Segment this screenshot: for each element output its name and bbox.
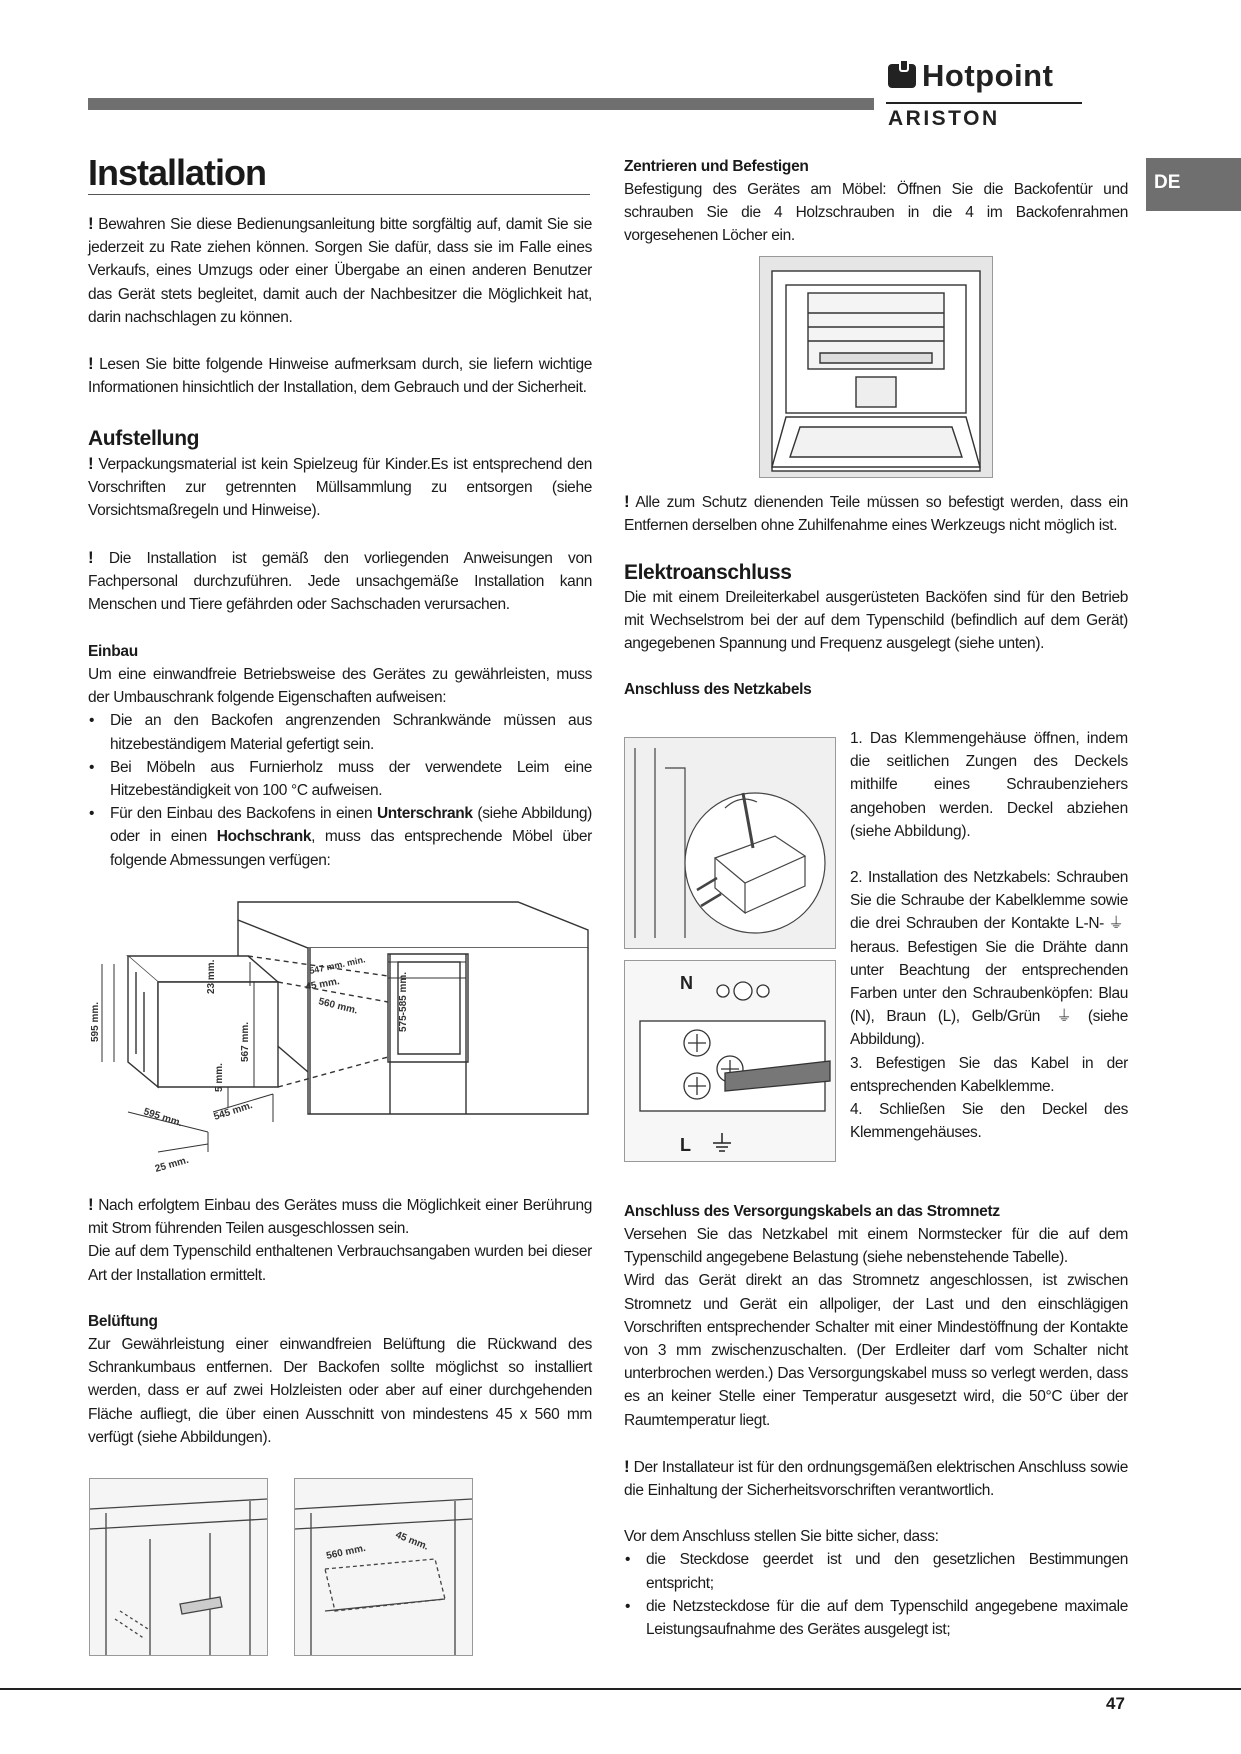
- wiring-step-4: 4. Schließen Sie den Deckel des Klemmengehäuses.: [850, 1101, 1128, 1142]
- zentrieren-section: [624, 155, 1128, 248]
- header-rule: [88, 98, 874, 110]
- belueftung-text: Zur Gewährleistung einer einwandfreien Belüftung die Rückwand des Schrankumbaus entfernen. Der Backofen sollte möglichst so installiert werden, dass er auf zwei Holzleisten oder aber auf einer durchgehenden Fläche aufliegt, die über einen Ausschnitt von mindestens 45 x 560 mm verfügt (siehe Abbildungen).: [88, 1336, 592, 1446]
- ground-icon: ⏚: [1056, 1008, 1072, 1026]
- language-tab: DE: [1146, 158, 1241, 211]
- oven-front-figure: [759, 256, 993, 478]
- vent-dim-45: 45 mm.: [393, 1529, 430, 1553]
- list-item: • die Netzsteckdose für die auf dem Typenschild angegebene maximale Leistungsaufnahme des Gerätes ausgelegt ist;: [624, 1595, 1128, 1641]
- einbau-heading: Einbau: [88, 643, 138, 660]
- intro-note-1: ! Bewahren Sie diese Bedienungsanleitung bitte sorgfältig auf, damit Sie sie jederzeit zu Rate ziehen können. Sorgen Sie dafür, dass sie im Falle eines Verkaufs, eines Umzugs oder einer Übergabe an einen anderen Benutzer das Gerät stets begleitet, damit auch der Nachbesitzer die Möglichkeit hat, darin nachschlagen zu können.: [88, 214, 592, 326]
- brand-sub: ARISTON: [888, 107, 1000, 130]
- versorgung-note: ! Der Installateur ist für den ordnungsgemäßen elektrischen Anschluss sowie die Einhaltung der Sicherheitsvorschriften verantwortlich.: [624, 1456, 1128, 1500]
- dim-45: 45 mm.: [304, 976, 341, 993]
- list-item: • die Steckdose geerdet ist und den gesetzlichen Bestimmungen entspricht;: [624, 1548, 1128, 1594]
- versorgung-section: [624, 1200, 1128, 1641]
- footer-rule: [0, 1688, 1241, 1690]
- dim-5: 5 mm.: [214, 1063, 225, 1092]
- terminal-cover-figure: [624, 737, 836, 949]
- wiring-step-3: 3. Befestigen Sie das Kabel in der entsprechenden Kabelklemme.: [850, 1054, 1128, 1095]
- versorgung-heading: Anschluss des Versorgungskabels an das Stromnetz: [624, 1203, 1000, 1220]
- list-item: • Für den Einbau des Backofens in einen Unterschrank (siehe Abbildung) oder in einen Hochschrank, muss das entsprechende Möbel über folgende Abmessungen verfügen:: [88, 802, 592, 872]
- wiring-steps: [850, 727, 1128, 1144]
- versorgung-p1: Versehen Sie das Netzkabel mit einem Normstecker für die auf dem Typenschild angegebene Belastung (siehe nebenstehende Tabelle).: [624, 1226, 1128, 1267]
- aufstellung-heading: Aufstellung: [88, 427, 200, 450]
- elektro-heading: Elektroanschluss: [624, 561, 792, 584]
- einbau-dimension-figure: [88, 882, 598, 1178]
- versorgung-p2: Wird das Gerät direkt an das Stromnetz angeschlossen, ist zwischen Stromnetz und Gerät ein allpoliger, der Last und den einschlägigen Vorschriften entsprechender Schalter mit einer Mindestöffnung der Kontakte von 3 mm zwischenzuschalten. (Der Erdleiter darf vom Schalter nicht unterbrochen werden.) Das Versorgungskabel muss so verlegt werden, dass es an keiner Stelle einer Temperatur ausgesetzt wird, die 50°C über der Raumtemperatur liegt.: [624, 1272, 1128, 1429]
- wiring-step-1: 1. Das Klemmengehäuse öffnen, indem die seitlichen Zungen des Deckels mithilfe eines Schraubenziehers angehoben werden. Deckel abziehen (siehe Abbildung).: [850, 730, 1128, 840]
- einbau-intro: Um eine einwandfreie Betriebsweise des Gerätes zu gewährleisten, muss der Umbauschrank folgende Eigenschaften aufweisen:: [88, 666, 592, 707]
- versorgung-check-intro: Vor dem Anschluss stellen Sie bitte sicher, dass:: [624, 1528, 939, 1546]
- intro-block: [88, 212, 592, 399]
- einbau-after-text: Die auf dem Typenschild enthaltenen Verbrauchsangaben wurden bei dieser Art der Installation ermittelt.: [88, 1243, 592, 1284]
- label-live: L: [680, 1135, 691, 1155]
- title-rule: [88, 194, 590, 195]
- dim-575-585: 575-585 mm.: [398, 971, 409, 1032]
- brand-logo: [886, 60, 1086, 130]
- dim-567: 567 mm.: [240, 1021, 251, 1062]
- list-item: • Bei Möbeln aus Furnierholz muss der verwendete Leim eine Hitzebeständigkeit von 100 °C aufweisen.: [88, 756, 592, 802]
- label-neutral: N: [680, 973, 693, 993]
- aufstellung-note-1: ! Verpackungsmaterial ist kein Spielzeug für Kinder.Es ist entsprechend den Vorschriften zur getrennten Müllsammlung zu entsorgen (siehe Vorsichtsmaßregeln und Hinweise).: [88, 454, 592, 520]
- ground-icon: ⏚: [1108, 915, 1124, 933]
- einbau-after-block: [88, 1193, 592, 1287]
- zentrieren-heading: Zentrieren und Befestigen: [624, 158, 809, 175]
- ground-symbol-icon: [713, 1133, 731, 1151]
- list-item: • Die an den Backofen angrenzenden Schrankwände müssen aus hitzebeständigem Material gefertigt sein.: [88, 709, 592, 755]
- netzkabel-heading: Anschluss des Netzkabels: [624, 680, 812, 698]
- zentrieren-text: Befestigung des Gerätes am Möbel: Öffnen Sie die Backofentür und schrauben Sie die 4 Holzschrauben in die 4 im Backofenrahmen vorgesehenen Löcher ein.: [624, 181, 1128, 245]
- einbau-list: [88, 709, 592, 871]
- elektro-text: Die mit einem Dreileiterkabel ausgerüsteten Backöfen sind für den Betrieb mit Wechselstrom bei der auf dem Typenschild (befindlich auf dem Gerät) angegebenen Spannung und Frequenz ausgelegt (siehe unten).: [624, 589, 1128, 653]
- belueftung-heading: Belüftung: [88, 1313, 158, 1330]
- ventilation-figure-2: [294, 1478, 473, 1656]
- belueftung-section: [88, 1310, 592, 1449]
- dim-25: 25 mm.: [153, 1154, 190, 1175]
- einbau-section: [88, 640, 592, 872]
- wiring-step-2: 2. Installation des Netzkabels: Schrauben Sie die Schraube der Kabelklemme sowie die drei Schrauben der Kontakte L-N- ⏚heraus. Befestigen Sie die Drähte dann unter Beachtung der entsprechenden Farben unter den Schraubenköpfen: Blau (N), Braun (L), Gelb/Grün ⏚ (siehe Abbildung).: [850, 869, 1128, 1049]
- aufstellung-section: [88, 426, 592, 616]
- dim-595-width: 595 mm.: [142, 1106, 184, 1130]
- aufstellung-note-2: ! Die Installation ist gemäß den vorliegenden Anweisungen von Fachpersonal durchzuführen. Jede unsachgemäße Installation kann Menschen und Tiere gefährden oder Sachschaden verursachen.: [88, 547, 592, 614]
- dim-595-height: 595 mm.: [90, 1001, 101, 1042]
- zentrieren-note: ! Alle zum Schutz dienenden Teile müssen so befestigt werden, dass ein Entfernen derselben ohne Zuhilfenahme eines Werkzeugs nicht möglich ist.: [624, 492, 1128, 535]
- dim-23: 23 mm.: [206, 959, 217, 994]
- ventilation-figure-1: [89, 1478, 268, 1656]
- brand-name: Hotpoint: [922, 58, 1054, 93]
- versorgung-checklist: [624, 1548, 1128, 1641]
- page-number: 47: [1106, 1694, 1125, 1713]
- dim-547: 547 mm. min.: [308, 954, 367, 976]
- hotpoint-logo-icon: [888, 64, 916, 88]
- dim-560: 560 mm.: [317, 996, 359, 1017]
- einbau-after-note: ! Nach erfolgtem Einbau des Gerätes muss die Möglichkeit einer Berührung mit Strom führenden Teilen ausgeschlossen sein.: [88, 1195, 592, 1238]
- vent-dim-560: 560 mm.: [325, 1542, 367, 1562]
- page-title: Installation: [88, 152, 267, 193]
- elektro-section: [624, 560, 1128, 701]
- terminal-wiring-figure: [624, 960, 836, 1162]
- brand-divider: [886, 102, 1082, 104]
- intro-note-2: ! Lesen Sie bitte folgende Hinweise aufmerksam durch, sie liefern wichtige Informationen hinsichtlich der Installation, dem Gebrauch und der Sicherheit.: [88, 354, 592, 397]
- dim-545: 545 mm.: [212, 1100, 254, 1123]
